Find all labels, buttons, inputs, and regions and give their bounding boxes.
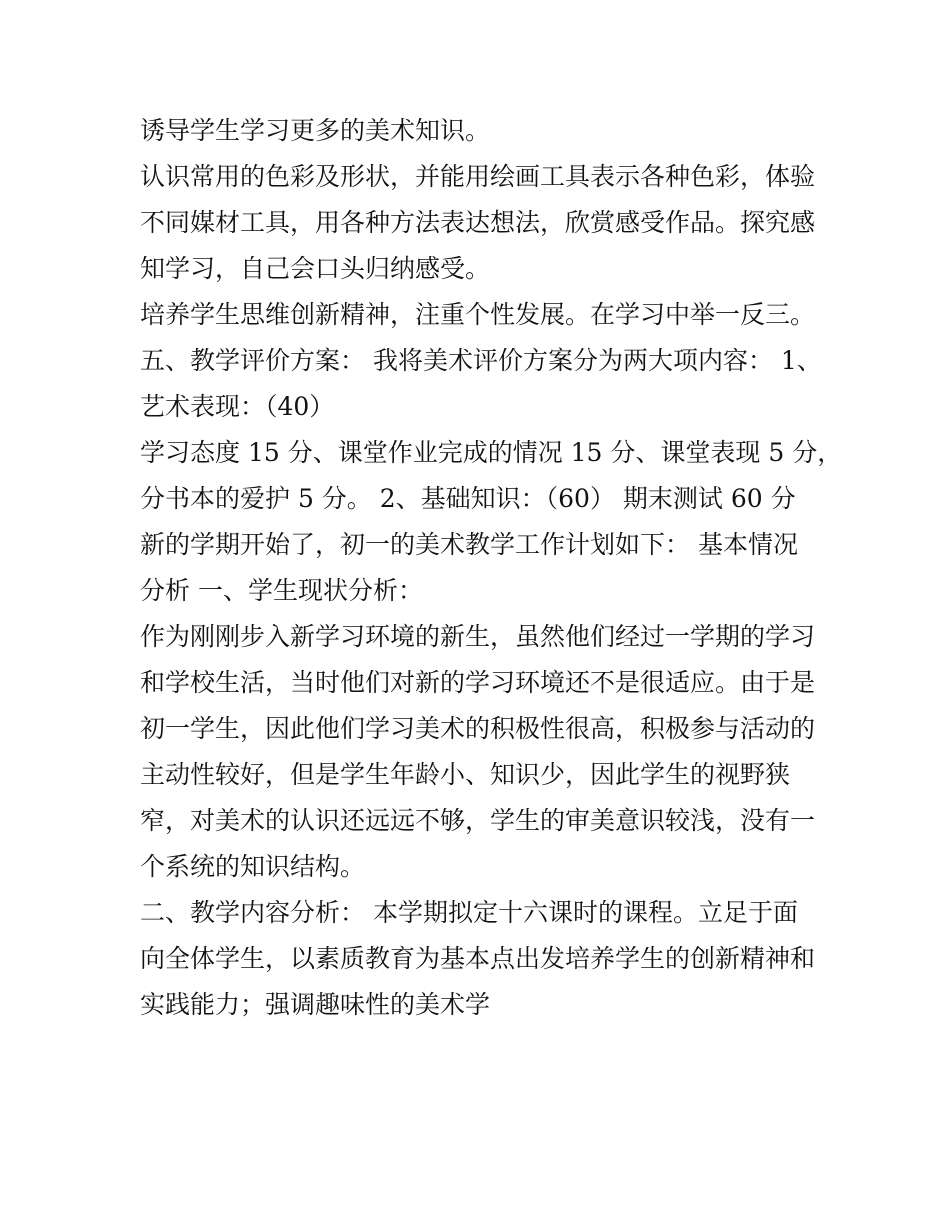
text-line: 新的学期开始了，初一的美术教学工作计划如下： 基本情况 [140, 530, 798, 559]
text-line: 分析 一、学生现状分析： [140, 576, 423, 605]
text-line: 艺术表现：（40） [140, 392, 335, 421]
text-line: 窄，对美术的认识还远远不够，学生的审美意识较浅，没有一 [140, 806, 816, 835]
text-line: 不同媒材工具，用各种方法表达想法，欣赏感受作品。探究感 [140, 208, 816, 237]
text-line: 实践能力；强调趣味性的美术学 [140, 990, 491, 1019]
text-line: 二、教学内容分析： 本学期拟定十六课时的课程。立足于面 [140, 898, 798, 927]
text-line: 个系统的知识结构。 [140, 852, 366, 881]
text-line: 初一学生，因此他们学习美术的积极性很高，积极参与活动的 [140, 714, 816, 743]
text-line: 主动性较好，但是学生年龄小、知识少，因此学生的视野狭 [140, 760, 791, 789]
body-text [140, 108, 843, 1028]
text-line: 知学习，自己会口头归纳感受。 [140, 254, 491, 283]
text-line: 作为刚刚步入新学习环境的新生，虽然他们经过一学期的学习 [140, 622, 816, 651]
text-line: 诱导学生学习更多的美术知识。 [140, 116, 491, 145]
text-line: 和学校生活，当时他们对新的学习环境还不是很适应。由于是 [140, 668, 816, 697]
text-line: 学习态度 15 分、课堂作业完成的情况 15 分、课堂表现 5 分， [140, 438, 843, 467]
text-line: 向全体学生，以素质教育为基本点出发培养学生的创新精神和 [140, 944, 816, 973]
text-line: 五、教学评价方案： 我将美术评价方案分为两大项内容： 1、 [140, 346, 822, 375]
text-line: 培养学生思维创新精神，注重个性发展。在学习中举一反三。 [140, 300, 816, 329]
text-line: 认识常用的色彩及形状，并能用绘画工具表示各种色彩，体验 [140, 162, 816, 191]
text-line: 分书本的爱护 5 分。 2、基础知识：（60） 期末测试 60 分 [140, 484, 796, 513]
